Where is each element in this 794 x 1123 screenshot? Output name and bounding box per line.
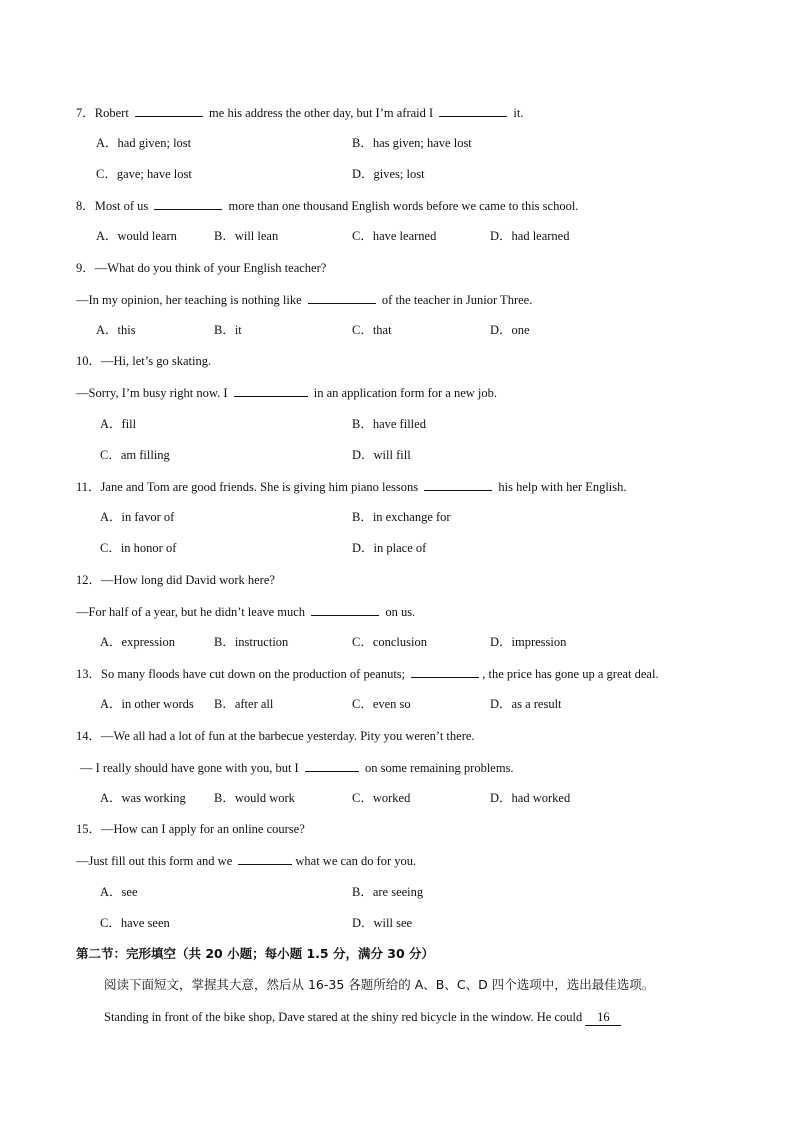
option-d[interactable]: D．will fill xyxy=(352,448,411,462)
option-b[interactable]: B．are seeing xyxy=(352,885,424,899)
option-b[interactable]: B．it xyxy=(214,323,242,337)
option-d[interactable]: D．had learned xyxy=(490,229,570,243)
question-8: 8．Most of us more than one thousand English words before we came to this school. xyxy=(76,199,579,213)
option-b[interactable]: B．would work xyxy=(214,791,295,805)
question-9-response: —In my opinion, her teaching is nothing like of the teacher in Junior Three. xyxy=(76,293,533,307)
option-d[interactable]: D．will see xyxy=(352,916,413,930)
option-c[interactable]: C．in honor of xyxy=(100,541,177,555)
option-c[interactable]: C．conclusion xyxy=(352,635,427,649)
option-d[interactable]: D．had worked xyxy=(490,791,571,805)
answer-blank[interactable] xyxy=(305,759,359,772)
option-c[interactable]: C．am filling xyxy=(100,448,170,462)
option-a[interactable]: A．this xyxy=(96,323,136,337)
question-12-response: —For half of a year, but he didn’t leave much on us. xyxy=(76,605,416,619)
option-a[interactable]: A．fill xyxy=(100,417,137,431)
option-a[interactable]: A．had given; lost xyxy=(96,136,192,150)
option-a[interactable]: A．in other words xyxy=(100,697,194,711)
question-15-response: —Just fill out this form and we what we can do for you. xyxy=(76,854,417,868)
option-c[interactable]: C．have seen xyxy=(100,916,170,930)
option-d[interactable]: D．as a result xyxy=(490,697,562,711)
option-c[interactable]: C．even so xyxy=(352,697,411,711)
option-b[interactable]: B．after all xyxy=(214,697,274,711)
question-10: 10．—Hi, let’s go skating. xyxy=(76,354,212,368)
question-15: 15．—How can I apply for an online course? xyxy=(76,822,305,836)
option-c[interactable]: C．worked xyxy=(352,791,411,805)
passage-first-line: Standing in front of the bike shop, Dave stared at the shiny red bicycle in the window. He could 16 xyxy=(104,1009,621,1026)
option-b[interactable]: B．has given; have lost xyxy=(352,136,472,150)
option-d[interactable]: D．one xyxy=(490,323,530,337)
answer-blank[interactable] xyxy=(311,603,379,616)
option-a[interactable]: A．in favor of xyxy=(100,510,175,524)
option-b[interactable]: B．instruction xyxy=(214,635,289,649)
answer-blank[interactable] xyxy=(154,197,222,210)
option-b[interactable]: B．will lean xyxy=(214,229,279,243)
question-12: 12．—How long did David work here? xyxy=(76,573,275,587)
option-d[interactable]: D．in place of xyxy=(352,541,427,555)
answer-blank[interactable] xyxy=(439,104,507,117)
option-a[interactable]: A．expression xyxy=(100,635,175,649)
question-11: 11．Jane and Tom are good friends. She is giving him piano lessons his help with her English. xyxy=(76,480,627,494)
answer-blank[interactable] xyxy=(308,291,376,304)
option-a[interactable]: A．would learn xyxy=(96,229,177,243)
section-instruction: 阅读下面短文，掌握其大意，然后从 16-35 各题所给的 A、B、C、D 四个选项中，选出最佳选项。 xyxy=(104,977,655,992)
section-heading: 第二节：完形填空（共 20 小题；每小题 1.5 分，满分 30 分） xyxy=(76,946,435,961)
option-a[interactable]: A．was working xyxy=(100,791,186,805)
option-b[interactable]: B．have filled xyxy=(352,417,426,431)
blank-16[interactable]: 16 xyxy=(585,1009,621,1026)
option-c[interactable]: C．gave; have lost xyxy=(96,167,192,181)
question-9: 9．—What do you think of your English teacher? xyxy=(76,261,327,275)
option-a[interactable]: A．see xyxy=(100,885,138,899)
option-b[interactable]: B．in exchange for xyxy=(352,510,451,524)
question-13: 13．So many floods have cut down on the production of peanuts; , the price has gone up a great deal. xyxy=(76,667,659,681)
question-7: 7．Robert me his address the other day, but I’m afraid I it. xyxy=(76,106,524,120)
answer-blank[interactable] xyxy=(238,852,292,865)
question-10-response: —Sorry, I’m busy right now. I in an application form for a new job. xyxy=(76,386,498,400)
question-14-response: — I really should have gone with you, but I on some remaining problems. xyxy=(80,761,514,775)
answer-blank[interactable] xyxy=(135,104,203,117)
answer-blank[interactable] xyxy=(234,384,308,397)
option-c[interactable]: C．have learned xyxy=(352,229,437,243)
option-d[interactable]: D．impression xyxy=(490,635,567,649)
option-c[interactable]: C．that xyxy=(352,323,392,337)
option-d[interactable]: D．gives; lost xyxy=(352,167,425,181)
answer-blank[interactable] xyxy=(411,665,479,678)
answer-blank[interactable] xyxy=(424,478,492,491)
question-14: 14．—We all had a lot of fun at the barbecue yesterday. Pity you weren’t there. xyxy=(76,729,475,743)
